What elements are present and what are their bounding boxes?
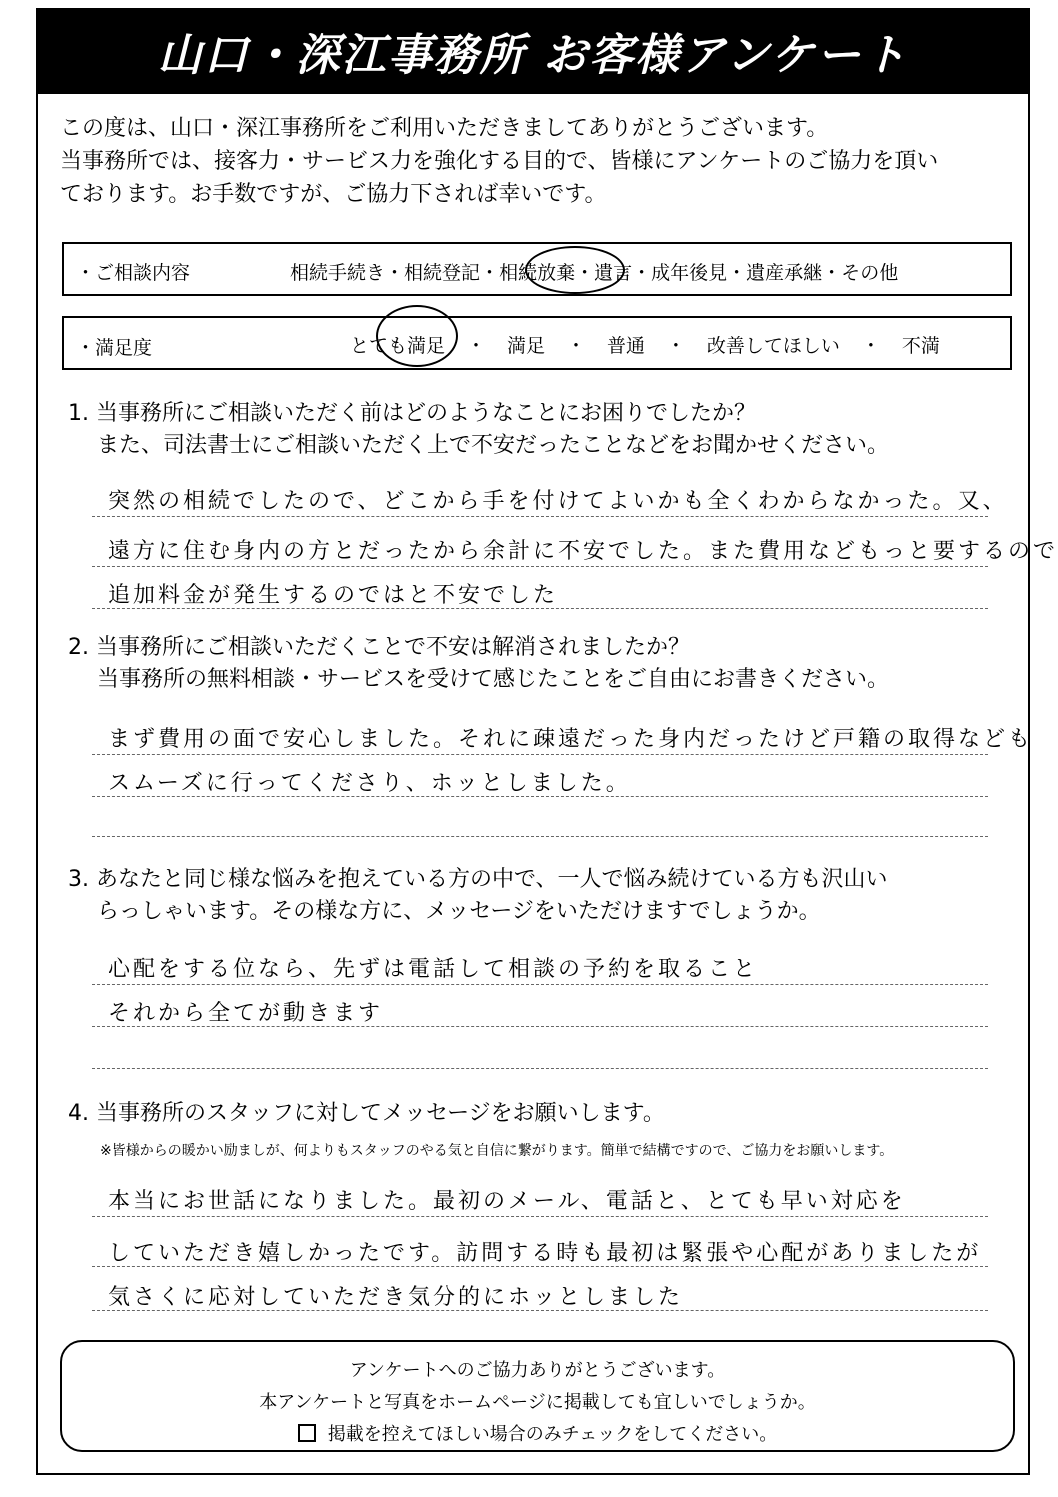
intro-text (60, 112, 1020, 211)
footer-box (60, 1340, 1015, 1452)
consult-option[interactable]: 成年後見 (651, 262, 728, 284)
answer-rule (92, 1216, 988, 1217)
answer-line: 心配をする位なら、先ずは電話して相談の予約を取ること (108, 957, 759, 982)
consult-option[interactable]: 相続手続き (290, 262, 386, 284)
intro-line: 当事務所では、接客力・サービス力を強化する目的で、皆様にアンケートのご協力を頂い (60, 149, 939, 174)
answer-rule (92, 608, 988, 609)
consult-option[interactable]: 遺言 (594, 262, 633, 284)
question-4 (68, 1098, 665, 1130)
answer-rule (92, 984, 988, 985)
answer-rule (92, 1068, 988, 1069)
consult-options: 相続手続き・相続登記・相続放棄・遺言・成年後見・遺産承継・その他 (290, 262, 899, 284)
question-text: また、司法書士にご相談いただく上で不安だったことなどをお聞かせください。 (68, 433, 889, 458)
satisfaction-option[interactable]: 改善してほしい (706, 335, 840, 357)
satisfaction-label: ・満足度 (76, 337, 153, 359)
satisfaction-options: とても満足 ・ 満足 ・ 普通 ・ 改善してほしい ・ 不満 (350, 331, 940, 358)
answer-line: 本当にお世話になりました。最初のメール、電話と、とても早い対応を (108, 1189, 906, 1214)
satisfaction-option[interactable]: 不満 (901, 335, 940, 357)
selection-circle (376, 305, 458, 367)
satisfaction-option-selected[interactable]: とても満足 (350, 335, 446, 357)
answer-rule (92, 1266, 988, 1267)
question-3 (68, 864, 888, 928)
survey-title: 山口・深江事務所 お客様アンケート (36, 8, 1030, 94)
consult-option-selected[interactable]: 相続放棄 (499, 262, 576, 284)
question-text: 当事務所の無料相談・サービスを受けて感じたことをご自由にお書きください。 (68, 667, 889, 692)
question-text: 1. 当事務所にご相談いただく前はどのようなことにお困りでしたか？ (68, 401, 756, 426)
publish-opt-out-checkbox[interactable] (298, 1424, 316, 1442)
answer-line: 突然の相続でしたので、どこから手を付けてよいかも全くわからなかった。又、 (108, 489, 1008, 514)
answer-line: 追加料金が発生するのではと不安でした (108, 583, 559, 608)
question-1 (68, 398, 889, 462)
consult-label: ・ご相談内容 (76, 262, 191, 284)
intro-line: ております。お手数ですが、ご協力下されば幸いです。 (60, 182, 607, 207)
question-text: らっしゃいます。その様な方に、メッセージをいただけますでしょうか。 (68, 899, 821, 924)
answer-line: 気さくに応対していただき気分的にホッとしました (108, 1285, 684, 1310)
footer-check-label: 掲載を控えてほしい場合のみチェックをしてください。 (327, 1424, 778, 1445)
answer-rule (92, 836, 988, 837)
question-text: 2. 当事務所にご相談いただくことで不安は解消されましたか？ (68, 635, 690, 660)
answer-rule (92, 754, 988, 755)
answer-line: それから全てが動きます (108, 1001, 384, 1026)
satisfaction-option[interactable]: 満足 (506, 335, 545, 357)
intro-line: この度は、山口・深江事務所をご利用いただきましてありがとうございます。 (60, 116, 829, 141)
answer-line: まず費用の面で安心しました。それに疎遠だった身内だったけど戸籍の取得なども (108, 727, 1034, 752)
footer-question: 本アンケートと写真をホームページに掲載しても宜しいでしょうか。 (259, 1392, 816, 1413)
answer-rule (92, 796, 988, 797)
question-2 (68, 632, 889, 696)
answer-rule (92, 1026, 988, 1027)
answer-rule (92, 1310, 988, 1311)
answer-rule (92, 516, 988, 517)
question-text: 4. 当事務所のスタッフに対してメッセージをお願いします。 (68, 1101, 665, 1126)
answer-line: スムーズに行ってくださり、ホッとしました。 (108, 771, 631, 796)
answer-rule (92, 566, 988, 567)
satisfaction-option[interactable]: 普通 (606, 335, 645, 357)
consult-option[interactable]: その他 (841, 262, 899, 284)
consult-option[interactable]: 遺産承継 (746, 262, 823, 284)
selection-circle (525, 246, 625, 294)
answer-line: 遠方に住む身内の方とだったから余計に不安でした。また費用などもっと要するので (108, 539, 1058, 564)
footer-check-row (62, 1420, 1013, 1446)
answer-line: していただき嬉しかったです。訪問する時も最初は緊張や心配がありましたが (108, 1241, 982, 1266)
question-note: ※皆様からの暖かい励ましが、何よりもスタッフのやる気と自信に繋がります。簡単で結構ですので、ご協力をお願いします。 (100, 1143, 894, 1159)
question-text: 3. あなたと同じ様な悩みを抱えている方の中で、一人で悩み続けている方も沢山い (68, 867, 888, 892)
consult-option[interactable]: 相続登記 (404, 262, 481, 284)
footer-thanks: アンケートへのご協力ありがとうございます。 (349, 1360, 726, 1381)
